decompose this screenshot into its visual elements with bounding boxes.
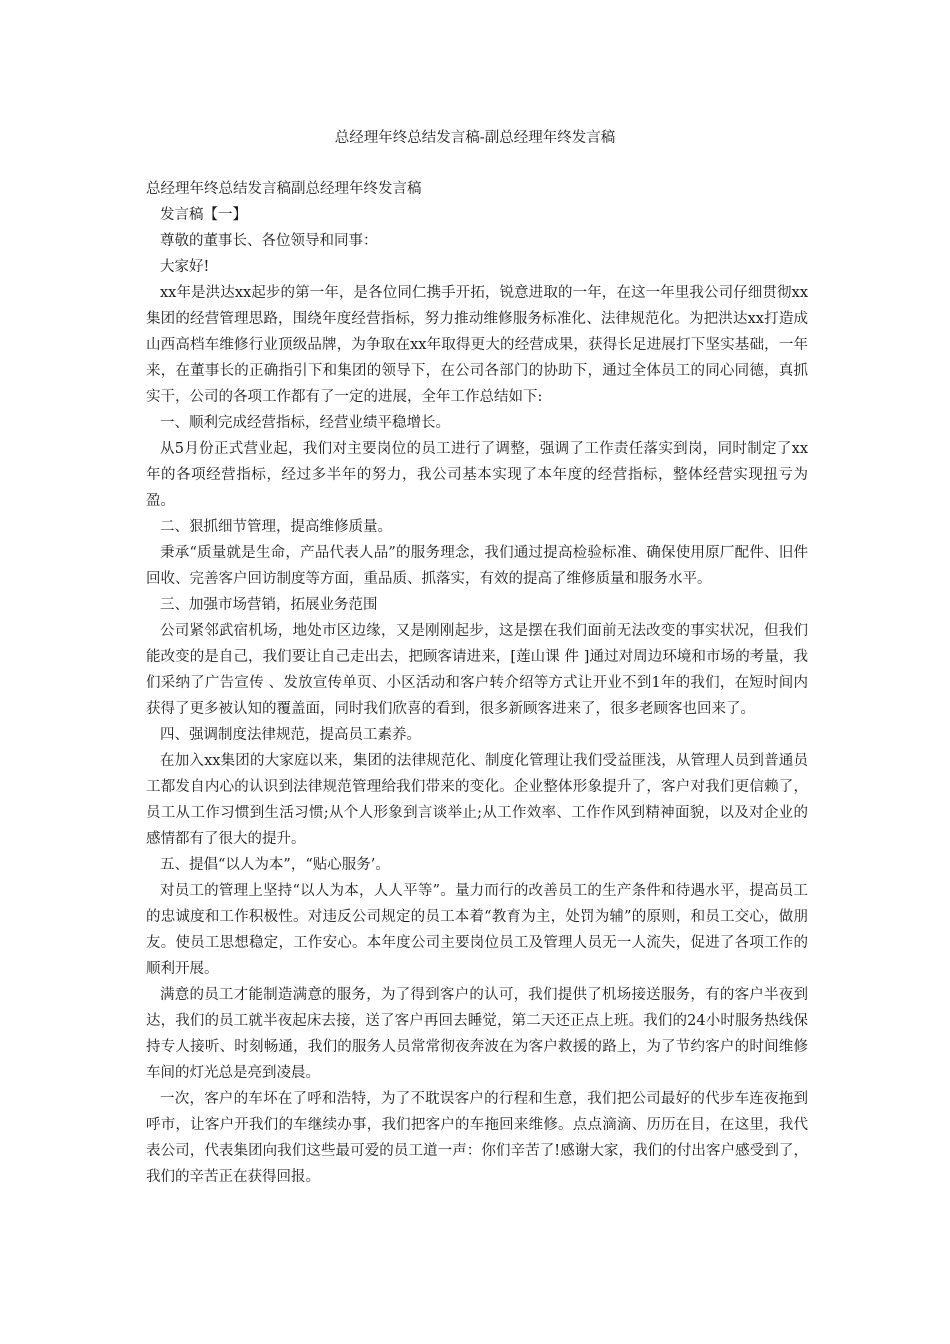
section-body-1: 从5月份正式营业起，我们对主要岗位的员工进行了调整，强调了工作责任落实到岗，同时制定了xx年的各项经营指标，经过多半年的努力，我公司基本实现了本年度的经营指标，整体经营实现扭亏为盈。: [146, 441, 808, 509]
speech-heading: 发言稿【一】: [160, 207, 247, 223]
greeting: 大家好!: [160, 259, 210, 275]
section-body-5b: 满意的员工才能制造满意的服务，为了得到客户的认可，我们提供了机场接送服务，有的客户半夜到达，我们的员工就半夜起床去接，送了客户再回去睡觉，第二天还正点上班。我们的24小时服务热线保持专人接听、时刻畅通，我们的服务人员常常彻夜奔波在为客户救援的路上，为了节约客户的时间维修车间的灯光总是亮到凌晨。: [146, 987, 808, 1081]
section-body-2: 秉承“质量就是生命，产品代表人品”的服务理念，我们通过提高检验标准、确保使用原厂配件、旧件回收、完善客户回访制度等方面，重品质、抓落实，有效的提高了维修质量和服务水平。: [146, 545, 808, 587]
document-body: [146, 176, 808, 1190]
document-subtitle: 总经理年终总结发言稿副总经理年终发言稿: [146, 181, 422, 197]
salutation: 尊敬的董事长、各位领导和同事：: [160, 233, 378, 249]
section-body-5c: 一次，客户的车坏在了呼和浩特，为了不耽误客户的行程和生意，我们把公司最好的代步车连夜拖到呼市，让客户开我们的车继续办事，我们把客户的车拖回来维修。点点滴滴、历历在目，在这里，我代表公司，代表集团向我们这些最可爱的员工道一声：你们辛苦了!感谢大家，我们的付出客户感受到了，我们的辛苦正在获得回报。: [146, 1091, 808, 1185]
intro-paragraph: xx年是洪达xx起步的第一年，是各位同仁携手开拓，锐意进取的一年，在这一年里我公司仔细贯彻xx集团的经营管理思路，围绕年度经营指标，努力推动维修服务标准化、法律规范化。为把洪达xx打造成山西高档车维修行业顶级品牌，为争取在xx年取得更大的经营成果，获得长足进展打下坚实基础，一年来，在董事长的正确指引下和集团的领导下，在公司各部门的协助下，通过全体员工的同心同德，真抓实干，公司的各项工作都有了一定的进展，全年工作总结如下:: [146, 285, 808, 405]
section-heading-3: 三、加强市场营销，拓展业务范围: [160, 597, 378, 613]
section-body-4: 在加入xx集团的大家庭以来，集团的法律规范化、制度化管理让我们受益匪浅，从管理人员到普通员工都发自内心的认识到法律规范管理给我们带来的变化。企业整体形象提升了，客户对我们更信赖了，员工从工作习惯到生活习惯;从个人形象到言谈举止;从工作效率、工作作风到精神面貌，以及对企业的感情都有了很大的提升。: [146, 753, 808, 847]
document-title: 总经理年终总结发言稿-副总经理年终发言稿: [334, 130, 616, 146]
section-heading-1: 一、顺利完成经营指标，经营业绩平稳增长。: [160, 415, 450, 431]
section-body-5a: 对员工的管理上坚持“以人为本，人人平等”。量力而行的改善员工的生产条件和待遇水平，提高员工的忠诚度和工作积极性。对违反公司规定的员工本着“教育为主，处罚为辅”的原则，和员工交心，做朋友。使员工思想稳定，工作安心。本年度公司主要岗位员工及管理人员无一人流失，促进了各项工作的顺利开展。: [146, 883, 808, 977]
section-body-3: 公司紧邻武宿机场，地处市区边缘，又是刚刚起步，这是摆在我们面前无法改变的事实状况，但我们能改变的是自己，我们要让自己走出去，把顾客请进来，[莲山课 件 ]通过对周边环境和市场的考量，我们采纳了广告宣传 、发放宣传单页、小区活动和客户转介绍等方式让开业不到1年的我们，在短时间内获得了更多被认知的覆盖面，同时我们欣喜的看到，很多新顾客进来了，很多老顾客也回来了。: [146, 623, 808, 717]
section-heading-5: 五、提倡“以人为本”，“贴心服务’。: [160, 857, 390, 873]
section-heading-4: 四、强调制度法律规范，提高员工素养。: [160, 727, 421, 743]
section-heading-2: 二、狠抓细节管理，提高维修质量。: [160, 519, 392, 535]
